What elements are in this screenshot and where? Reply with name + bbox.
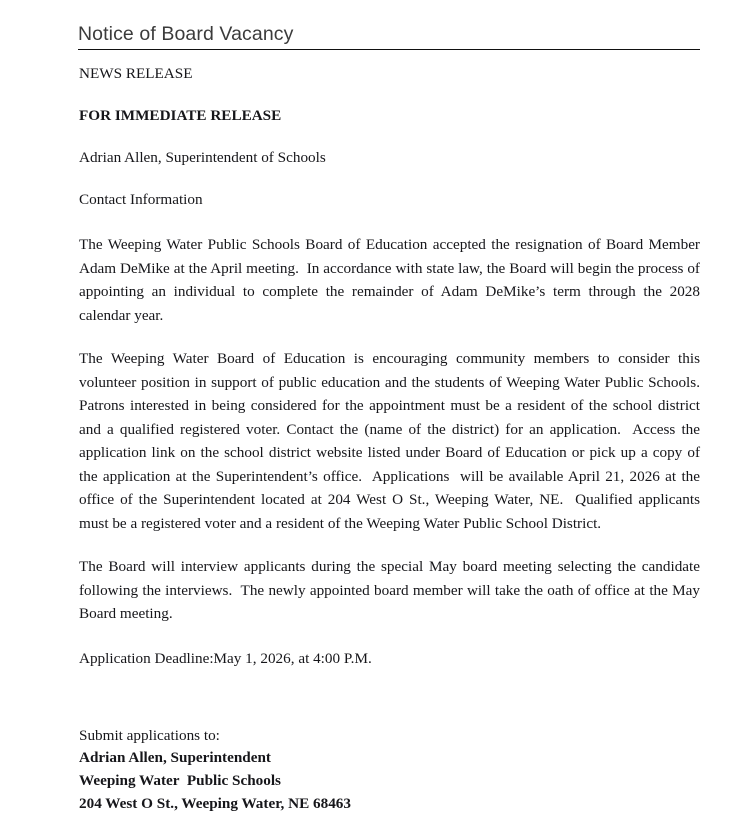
paragraph-resignation: The Weeping Water Public Schools Board of Education accepted the resignation of Board Member Adam DeMike at the April meeting. In accordance with state law, the Board will begin the process of appointing an individual to complete the remainder of Adam DeMike’s term through the 2028 calendar year. (79, 236, 704, 324)
submission-recipient-name: Adrian Allen, Superintendent (79, 749, 271, 767)
immediate-release-heading: FOR IMMEDIATE RELEASE (79, 107, 282, 125)
submission-organization: Weeping Water Public Schools (79, 772, 281, 790)
application-deadline: Application Deadline:May 1, 2026, at 4:00 P.M. (79, 649, 372, 667)
submission-address: 204 West O St., Weeping Water, NE 68463 (79, 794, 351, 812)
document-body (79, 62, 704, 815)
submission-block (79, 725, 700, 815)
news-release-label: NEWS RELEASE (79, 65, 193, 82)
contact-information-label: Contact Information (79, 191, 203, 209)
document-header (78, 22, 700, 50)
paragraph-interview-timeline: The Board will interview applicants during the special May board meeting selecting the candidate following the interviews. The newly appointed board member will take the oath of office at the May Board meeting. (79, 558, 704, 623)
header-divider (78, 49, 700, 50)
paragraph-application-process: The Weeping Water Board of Education is encouraging community members to consider this volunteer position in support of public education and the students of Weeping Water Public Schools. Patrons interested in being considered for the appointment must be a resident of the school district and a qualified registered voter. Contact the (name of the district) for an application. Access the application link on the school district website listed under Board of Education or pick up a copy of the application at the Superintendent’s office. Applications will be available April 21, 2026 at the office of the Superintendent located at 204 West O St., Weeping Water, NE. Qualified applicants must be a registered voter and a resident of the Weeping Water Public School District. (79, 350, 704, 532)
contact-person: Adrian Allen, Superintendent of Schools (79, 149, 326, 167)
submit-applications-label: Submit applications to: (79, 726, 220, 744)
page-title: Notice of Board Vacancy (78, 23, 294, 45)
